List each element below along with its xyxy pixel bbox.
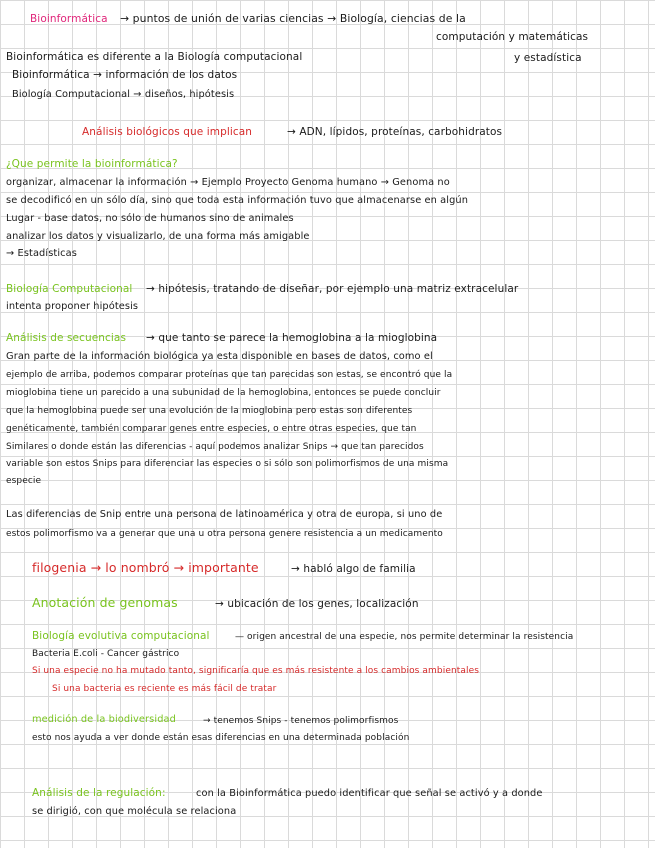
note-line: Las diferencias de Snip entre una persona de latinoamérica y otra de europa, si uno de [6,509,443,520]
note-line: esto nos ayuda a ver donde están esas diferencias en una determinada población [32,733,410,743]
note-line: especie [6,476,42,486]
note-line: Bioinformática es diferente a la Biología computacional [6,51,303,63]
note-line: → ubicación de los genes, localización [215,598,419,610]
note-line: Bacteria E.coli - Cancer gástrico [32,649,180,659]
note-line: → hipótesis, tratando de diseñar, por ejemplo una matriz extracelular [146,283,519,295]
note-line: Lugar - base datos, no sólo de humanos sino de animales [6,213,294,224]
heading-que-permite: ¿Que permite la bioinformática? [6,158,178,170]
note-line: → Estadísticas [6,248,77,259]
heading-analisis-regulacion: Análisis de la regulación: [32,787,166,799]
note-line: con la Bioinformática puedo identificar que señal se activó y a donde [196,788,543,799]
note-line: Biología Computacional → diseños, hipótesis [12,89,235,100]
note-line: → ADN, lípidos, proteínas, carbohidratos [287,126,503,138]
heading-analisis-biologicos: Análisis biológicos que implican [82,126,253,138]
note-line: ejemplo de arriba, podemos comparar proteínas que tan parecidas son estas, se encontró que la [6,370,453,380]
note-line: organizar, almacenar la información → Ejemplo Proyecto Genoma humano → Genoma no [6,177,450,188]
note-line-highlight: Si una especie no ha mutado tanto, significaría que es más resistente a los cambios ambientales [32,666,480,676]
heading-biologia-evolutiva: Biología evolutiva computacional [32,630,210,642]
note-line: → puntos de unión de varias ciencias → Biología, ciencias de la [120,12,466,25]
note-line: Bioinformática → información de los datos [12,69,238,81]
note-line: Gran parte de la información biológica ya esta disponible en bases de datos, como el [6,351,433,362]
note-line: mioglobina tiene un parecido a una subunidad de la hemoglobina, entonces se puede concluir [6,388,441,398]
note-line: Similares o donde están las diferencias - aquí podemos analizar Snips → que tan parecidos [6,442,424,452]
note-line: computación y matemáticas [436,31,589,43]
note-line-highlight: Si una bacteria es reciente es más fácil de tratar [52,684,277,694]
heading-analisis-secuencias: Análisis de secuencias [6,332,127,344]
note-line: genéticamente, también comparar genes entre especies, o entre otras especies, que tan [6,424,417,434]
note-line: — origen ancestral de una especie, nos permite determinar la resistencia [235,632,574,642]
heading-filogenia: filogenia → lo nombró → importante [32,560,259,575]
note-line: estos polimorfismo va a generar que una u otra persona genere resistencia a un medicamento [6,529,443,539]
note-line: → que tanto se parece la hemoglobina a la mioglobina [146,332,438,344]
note-line: se decodificó en un sólo día, sino que toda esta información tuvo que almacenarse en algún [6,195,469,206]
note-line: → habló algo de familia [291,563,416,575]
note-line: intenta proponer hipótesis [6,301,139,312]
heading-biologia-computacional: Biología Computacional [6,283,133,295]
note-line: variable son estos Snips para diferenciar las especies o si sólo son polimorfismos de una misma [6,459,449,469]
note-line: y estadística [514,52,582,64]
note-line: se dirigió, con que molécula se relaciona [32,806,237,817]
note-line: que la hemoglobina puede ser una evolución de la mioglobina pero estas son diferentes [6,406,413,416]
note-line: → tenemos Snips - tenemos polimorfismos [203,716,399,726]
note-line: analizar los datos y visualizarlo, de una forma más amigable [6,231,310,242]
heading-medicion-biodiversidad: medición de la biodiversidad [32,714,176,725]
heading-bioinformatica: Bioinformática [30,13,108,25]
heading-anotacion-genomas: Anotación de genomas [32,595,178,610]
